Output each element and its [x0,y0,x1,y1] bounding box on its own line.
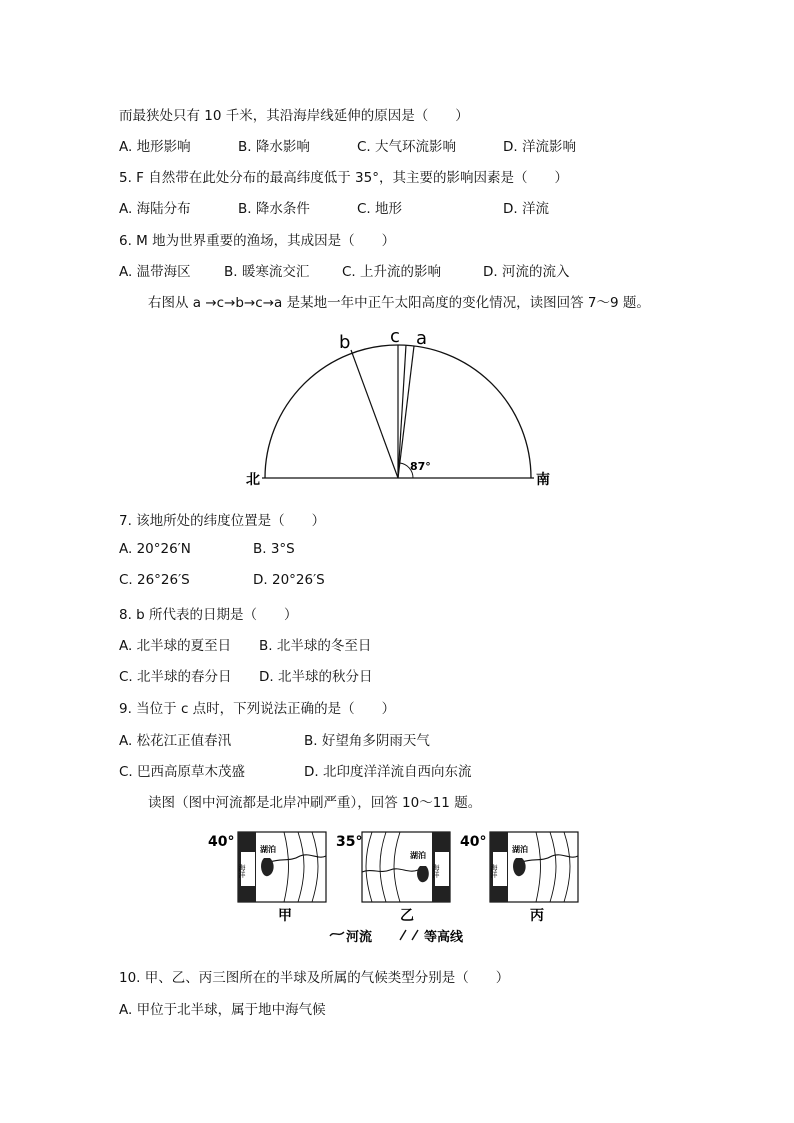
option-b: B. 北半球的冬至日 [259,638,372,654]
option-d: D. 20°26′S [253,572,325,588]
label-c: c [390,326,400,347]
option-c: C. 地形 [357,201,403,217]
ray-a [398,346,414,478]
label-a: a [416,328,428,349]
map-yi-name: 乙 [400,908,414,924]
map-jia [208,832,326,924]
option-d: D. 北半球的秋分日 [259,669,373,685]
ray-c-right [398,345,406,478]
map-jia-latitude: 40° [208,834,235,850]
map-bing-name: 丙 [530,908,544,924]
map-yi-latitude: 35° [336,834,363,850]
option-c: C. 巴西高原草木茂盛 [119,764,246,780]
map-jia-name: 甲 [278,908,292,924]
sun-altitude-diagram [240,322,560,492]
option-c: C. 上升流的影响 [342,264,442,280]
option-c: C. 26°26′S [119,572,190,588]
lake-river-maps-figure [200,826,590,948]
question-6-stem: 6. M 地为世界重要的渔场，其成因是（ ） [119,233,396,249]
question-8-stem: 8. b 所代表的日期是（ ） [119,607,298,623]
legend-contour-symbol-1 [400,930,406,940]
map-yi-lake-label: 湖泊 [410,851,426,860]
option-a: A. 松花江正值春汛 [119,733,232,749]
intro-questions-7-9: 右图从 a →c→b→c→a 是某地一年中正午太阳高度的变化情况，读图回答 7～9 题。 [148,295,650,311]
option-a: A. 海陆分布 [119,201,191,217]
label-b: b [339,332,351,353]
option-a: A. 温带海区 [119,264,191,280]
question-4-tail: 而最狭处只有 10 千米，其沿海岸线延伸的原因是（ ） [119,108,469,124]
option-d: D. 北印度洋洋流自西向东流 [304,764,472,780]
angle-label: 87° [410,460,431,473]
intro-questions-10-11: 读图（图中河流都是北岸冲刷严重），回答 10～11 题。 [148,795,482,811]
option-a: A. 北半球的夏至日 [119,638,232,654]
question-10-option-a: A. 甲位于北半球，属于地中海气候 [119,1002,326,1018]
map-bing-ocean-label: 海洋 [490,864,498,878]
map-jia-lake-label: 湖泊 [260,845,276,854]
map-bing-latitude: 40° [460,834,487,850]
option-d: D. 洋流 [503,201,549,217]
label-south: 南 [536,472,550,488]
question-5-stem: 5. F 自然带在此处分布的最高纬度低于 35°，其主要的影响因素是（ ） [119,170,568,186]
option-b: B. 好望角多阴雨天气 [304,733,430,749]
map-bing [460,832,578,924]
map-bing-lake-label: 湖泊 [512,845,528,854]
map-legend [330,929,464,945]
ray-b [351,350,398,478]
question-10-stem: 10. 甲、乙、丙三图所在的半球及所属的气候类型分别是（ ） [119,970,510,986]
legend-river-symbol [330,932,344,936]
question-9-stem: 9. 当位于 c 点时，下列说法正确的是（ ） [119,701,396,717]
map-yi-ocean-label: 海洋 [432,864,440,878]
option-d: D. 河流的流入 [483,264,570,280]
legend-river-label: 河流 [346,930,373,945]
option-b: B. 3°S [253,541,295,557]
map-yi [336,832,450,924]
option-a: A. 20°26′N [119,541,191,557]
option-c: C. 北半球的春分日 [119,669,232,685]
legend-contour-symbol-2 [412,930,418,940]
option-b: B. 降水影响 [238,139,310,155]
option-c: C. 大气环流影响 [357,139,457,155]
option-b: B. 暖寒流交汇 [224,264,310,280]
question-7-stem: 7. 该地所处的纬度位置是（ ） [119,513,326,529]
legend-contour-label: 等高线 [424,930,464,945]
map-jia-ocean-label: 海洋 [238,864,246,878]
option-a: A. 地形影响 [119,139,191,155]
option-d: D. 洋流影响 [503,139,576,155]
label-north: 北 [246,472,260,488]
option-b: B. 降水条件 [238,201,310,217]
